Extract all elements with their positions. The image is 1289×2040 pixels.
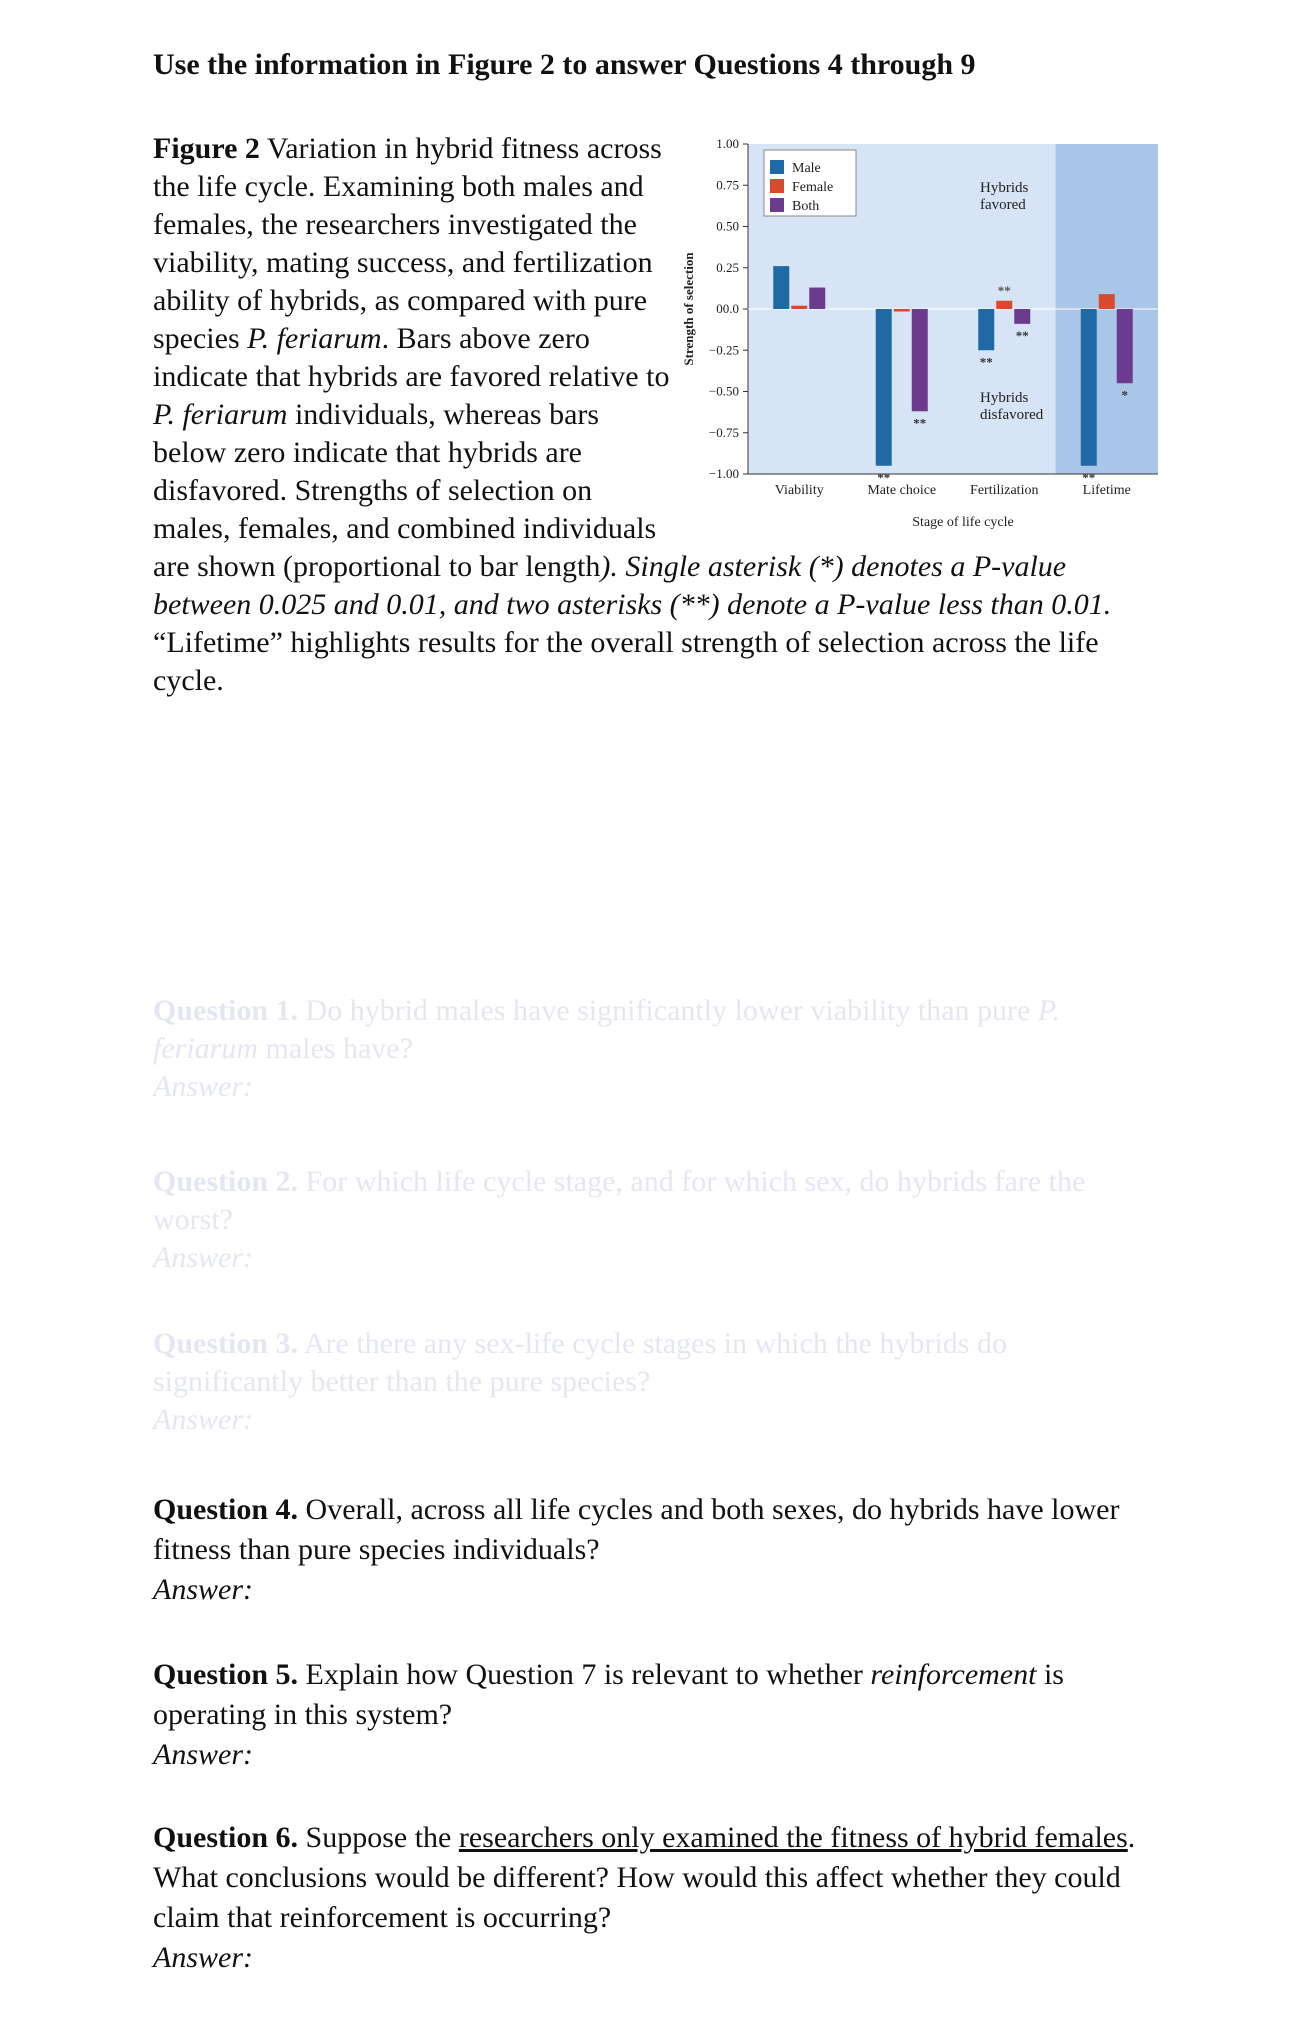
hybrids-favored-annotation: favored xyxy=(980,197,1026,213)
significance-mark: ** xyxy=(1082,469,1096,485)
significance-mark: ** xyxy=(877,469,891,485)
caption-text: Variation in hybrid fitness across the life cycle. Examining both males and females, the researchers investigated the viability, mating success, and fertilization ability of hybrids, as compared with pure species xyxy=(153,132,662,355)
bar-both xyxy=(1117,309,1133,383)
x-tick-label: Fertilization xyxy=(970,483,1039,498)
question-text: Do hybrid males have significantly lower viability than pure xyxy=(298,994,1038,1027)
question-label: Question 5. xyxy=(153,1658,299,1691)
caption-text: individuals, whereas bars below zero indicate that hybrids are disfavored. Strengths of selection on males, females, and combined individuals are shown (proportional to bar length xyxy=(153,398,657,583)
significance-mark: ** xyxy=(979,354,993,370)
bar-both xyxy=(809,288,825,309)
question-text: Explain how Question 7 is relevant to whether xyxy=(298,1658,871,1691)
bar-both xyxy=(912,309,928,411)
significance-mark: ** xyxy=(997,282,1011,298)
answer-label: Answer: xyxy=(153,1941,253,1974)
y-tick-label: 0.25 xyxy=(716,259,739,275)
question-text: Overall, across all life cycles and both sexes, do hybrids have lower fitness than pure species individuals? xyxy=(153,1493,1120,1566)
question-label: Question 3. xyxy=(153,1327,299,1360)
question-text: Are there any sex-life cycle stages in which the hybrids do significantly better than the pure species? xyxy=(153,1327,1007,1398)
question-6 xyxy=(153,1818,1163,1978)
y-tick-label: −0.25 xyxy=(708,342,739,358)
answer-label: Answer: xyxy=(153,1070,253,1103)
answer-label: Answer: xyxy=(153,1738,253,1771)
y-tick-label: −1.00 xyxy=(708,466,739,481)
bar-female xyxy=(1099,294,1115,309)
bar-male xyxy=(1081,309,1097,466)
y-tick-label: 0.75 xyxy=(716,177,739,193)
figure-label: Figure 2 xyxy=(153,132,260,165)
question-label: Question 2. xyxy=(153,1165,299,1198)
hybrids-disfavored-annotation: Hybrids xyxy=(980,390,1029,406)
y-tick-label: 1.00 xyxy=(716,136,739,151)
bar-male xyxy=(876,309,892,466)
bar-chart xyxy=(678,130,1163,545)
question-5 xyxy=(153,1655,1163,1775)
significance-mark: ** xyxy=(913,415,927,431)
question-1-faded xyxy=(153,992,1163,1106)
hybrids-favored-annotation: Hybrids xyxy=(980,180,1029,196)
question-text: is operating in this system? xyxy=(153,1658,1064,1731)
hybrids-disfavored-annotation: disfavored xyxy=(980,407,1044,423)
bar-male xyxy=(773,266,789,309)
worksheet-heading: Use the information in Figure 2 to answer Questions 4 through 9 xyxy=(153,48,976,81)
bar-female xyxy=(791,306,807,309)
figure-block xyxy=(153,130,1163,700)
significance-mark: * xyxy=(1121,387,1128,403)
legend-swatch xyxy=(770,198,784,212)
y-tick-label: −0.75 xyxy=(708,424,739,440)
question-label: Question 6. xyxy=(153,1821,299,1854)
legend-swatch xyxy=(770,179,784,193)
question-text: Suppose the xyxy=(298,1821,459,1854)
x-tick-label: Lifetime xyxy=(1082,483,1131,498)
bar-male xyxy=(978,309,994,350)
answer-label: Answer: xyxy=(153,1403,253,1436)
question-underlined: researchers only examined the fitness of hybrid females xyxy=(458,1821,1128,1854)
y-tick-label: −0.50 xyxy=(708,383,739,399)
x-tick-label: Viability xyxy=(774,483,824,498)
caption-text: . Bars above zero indicate that hybrids are favored relative to xyxy=(153,322,670,393)
question-text: males have? xyxy=(258,1032,413,1065)
legend-label: Male xyxy=(792,161,821,176)
significance-mark: ** xyxy=(1015,327,1029,343)
figure-chart xyxy=(678,130,1163,545)
species-name: P. feriarum xyxy=(153,398,288,431)
question-text: . What conclusions would be different? How would this affect whether they could claim that reinforcement is occurring? xyxy=(153,1821,1136,1934)
question-2-faded xyxy=(153,1163,1163,1277)
question-3-faded xyxy=(153,1325,1163,1439)
x-tick-label: Mate choice xyxy=(867,483,937,498)
answer-label: Answer: xyxy=(153,1241,253,1274)
species-name: P. feriarum xyxy=(247,322,382,355)
caption-text: “Lifetime” highlights results for the overall strength of selection across the life cycle. xyxy=(153,626,1099,697)
answer-label: Answer: xyxy=(153,1573,253,1606)
y-tick-label: 00.0 xyxy=(716,301,739,316)
bar-both xyxy=(1014,309,1030,324)
question-text: For which life cycle stage, and for which sex, do hybrids fare the worst? xyxy=(153,1165,1086,1236)
question-label: Question 4. xyxy=(153,1493,299,1526)
x-axis-label: Stage of life cycle xyxy=(912,515,1014,530)
species-name: P. feriarum xyxy=(153,994,1060,1065)
question-4 xyxy=(153,1490,1163,1610)
legend-swatch xyxy=(770,160,784,174)
question-italic: reinforcement xyxy=(870,1658,1037,1691)
bar-female xyxy=(894,309,910,312)
legend-label: Both xyxy=(792,199,820,214)
bar-female xyxy=(996,301,1012,309)
y-tick-label: 0.50 xyxy=(716,218,739,234)
question-label: Question 1. xyxy=(153,994,299,1027)
y-axis-label: Strength of selection xyxy=(681,252,696,366)
caption-italic: ). Single asterisk (*) denotes a P-value between 0.025 and 0.01, and two asterisks (**) denote a P-value less than 0.01. xyxy=(153,550,1112,621)
legend-label: Female xyxy=(792,180,834,195)
